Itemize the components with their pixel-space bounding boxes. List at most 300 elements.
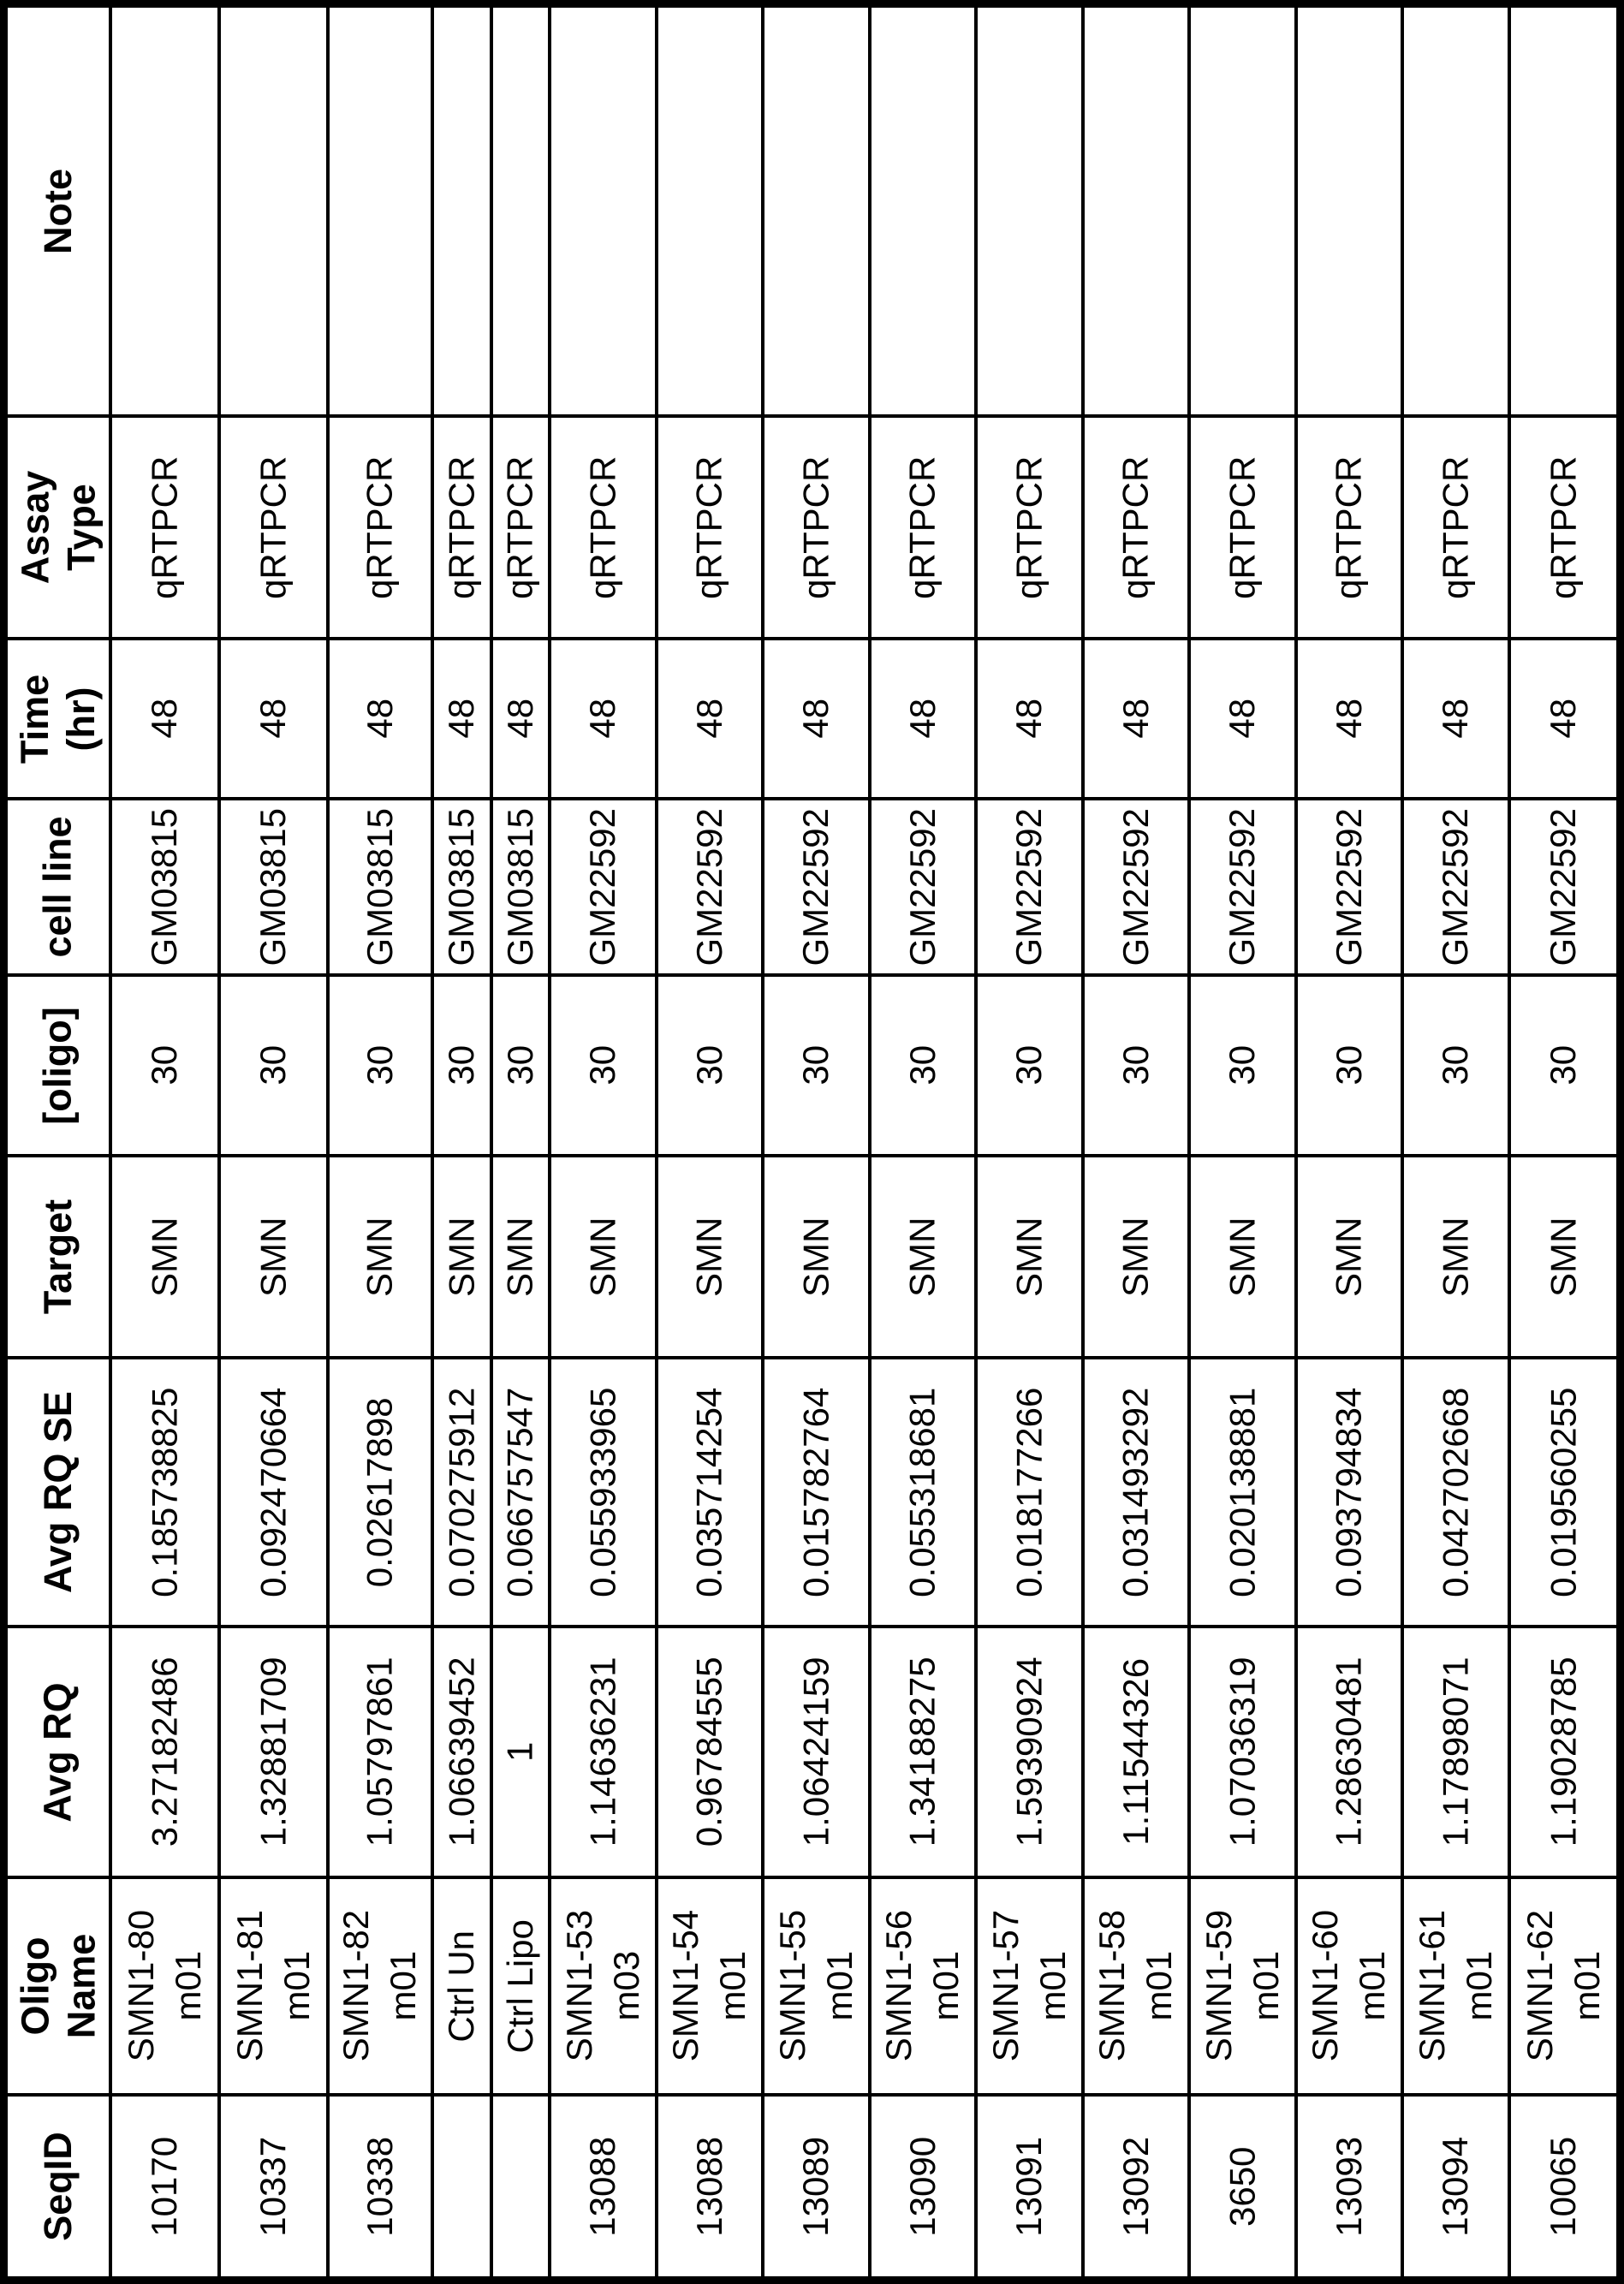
cell-seq-id-row-1: [112, 2097, 221, 2276]
cell-time-hr-row-15: [1511, 640, 1616, 800]
cell-seq-id-row-6: [551, 2097, 658, 2276]
cell-cell-line-row-7: [658, 800, 764, 977]
cell-oligo-name-row-15: [1511, 1879, 1616, 2097]
cell-assay-type-row-3-text: qRTPCR: [359, 455, 400, 599]
cell-assay-type-row-2-text: qRTPCR: [253, 455, 294, 599]
cell-seq-id-row-6-text: 13088: [582, 2136, 623, 2237]
cell-oligo-name-row-13-text: SMN1-60 m01: [1305, 1910, 1392, 2062]
cell-oligo-name-row-3-text: SMN1-82 m01: [336, 1910, 423, 2062]
cell-assay-type-row-4-text: qRTPCR: [441, 455, 482, 599]
cell-assay-type-row-5-text: qRTPCR: [499, 455, 540, 599]
cell-oligo-name-row-13: [1298, 1879, 1404, 2097]
cell-avg-rq-se-row-12-text: 0.020138881: [1222, 1387, 1263, 1597]
cell-avg-rq-se-row-4-text: 0.070275912: [441, 1387, 482, 1597]
cell-cell-line-row-2-text: GM03815: [253, 807, 294, 967]
cell-target-row-8-text: SMN: [795, 1216, 836, 1297]
cell-assay-type-row-6: [551, 418, 658, 640]
cell-avg-rq-row-13: [1298, 1628, 1404, 1879]
cell-target-row-3: [330, 1157, 434, 1359]
cell-oligo-conc-row-4-text: 30: [441, 1045, 482, 1085]
cell-seq-id-row-2: [221, 2097, 330, 2276]
cell-seq-id-row-9: [871, 2097, 978, 2276]
header-target: [8, 1157, 112, 1359]
cell-assay-type-row-12: [1191, 418, 1298, 640]
header-oligo-name-text: Oligo Name: [13, 1933, 104, 2039]
cell-cell-line-row-7-text: GM22592: [688, 807, 729, 967]
cell-assay-type-row-4: [434, 418, 493, 640]
cell-assay-type-row-2: [221, 418, 330, 640]
cell-cell-line-row-8: [764, 800, 871, 977]
cell-oligo-name-row-6-text: SMN1-53 m03: [558, 1910, 646, 2062]
cell-target-row-12: [1191, 1157, 1298, 1359]
cell-avg-rq-row-15: [1511, 1628, 1616, 1879]
cell-assay-type-row-15-text: qRTPCR: [1543, 455, 1584, 599]
cell-cell-line-row-14-text: GM22592: [1435, 807, 1476, 967]
cell-assay-type-row-6-text: qRTPCR: [582, 455, 623, 599]
header-avg-rq-se: [8, 1359, 112, 1628]
cell-avg-rq-se-row-8: [764, 1359, 871, 1628]
cell-avg-rq-se-row-13: [1298, 1359, 1404, 1628]
cell-oligo-name-row-4-text: Ctrl Un: [441, 1930, 482, 2043]
cell-avg-rq-row-13-text: 1.28630481: [1328, 1656, 1369, 1847]
cell-cell-line-row-11: [1085, 800, 1191, 977]
cell-oligo-conc-row-6-text: 30: [582, 1045, 623, 1085]
cell-oligo-conc-row-15: [1511, 977, 1616, 1157]
cell-avg-rq-row-14-text: 1.17898071: [1435, 1656, 1476, 1847]
cell-assay-type-row-7: [658, 418, 764, 640]
cell-seq-id-row-13-text: 13093: [1328, 2136, 1369, 2237]
cell-seq-id-row-3-text: 10338: [359, 2136, 400, 2237]
cell-avg-rq-row-12: [1191, 1628, 1298, 1879]
cell-target-row-1: [112, 1157, 221, 1359]
header-oligo-conc-text: [oligo]: [36, 1006, 80, 1125]
cell-oligo-conc-row-12-text: 30: [1222, 1045, 1263, 1085]
cell-time-hr-row-10-text: 48: [1008, 699, 1050, 739]
cell-time-hr-row-6-text: 48: [582, 699, 623, 739]
cell-avg-rq-se-row-10-text: 0.018177266: [1008, 1387, 1050, 1597]
cell-avg-rq-row-1-text: 3.27182486: [144, 1656, 185, 1847]
cell-cell-line-row-13-text: GM22592: [1328, 807, 1369, 967]
cell-cell-line-row-13: [1298, 800, 1404, 977]
cell-oligo-conc-row-7: [658, 977, 764, 1157]
header-assay-type: [8, 418, 112, 640]
cell-time-hr-row-12-text: 48: [1222, 699, 1263, 739]
cell-avg-rq-row-2: [221, 1628, 330, 1879]
cell-oligo-name-row-7-text: SMN1-54 m01: [665, 1910, 753, 2062]
cell-seq-id-row-8-text: 13089: [795, 2136, 836, 2237]
cell-oligo-name-row-1: [112, 1879, 221, 2097]
cell-seq-id-row-15: [1511, 2097, 1616, 2276]
header-time-hr-text: Time (hr): [13, 674, 103, 764]
cell-time-hr-row-4: [434, 640, 493, 800]
cell-oligo-name-row-12: [1191, 1879, 1298, 2097]
cell-cell-line-row-3: [330, 800, 434, 977]
cell-oligo-name-row-7: [658, 1879, 764, 2097]
cell-cell-line-row-1-text: GM03815: [144, 807, 185, 967]
cell-oligo-conc-row-9: [871, 977, 978, 1157]
cell-target-row-10: [978, 1157, 1085, 1359]
cell-oligo-conc-row-14: [1404, 977, 1511, 1157]
cell-seq-id-row-10-text: 13091: [1008, 2136, 1050, 2237]
cell-oligo-conc-row-3-text: 30: [359, 1045, 400, 1085]
cell-avg-rq-row-8-text: 1.06424159: [795, 1656, 836, 1847]
header-assay-type-text: Assay Type: [13, 470, 104, 585]
cell-assay-type-row-13-text: qRTPCR: [1328, 455, 1369, 599]
cell-avg-rq-row-7: [658, 1628, 764, 1879]
cell-avg-rq-se-row-1-text: 0.185738825: [144, 1387, 185, 1597]
cell-time-hr-row-13: [1298, 640, 1404, 800]
cell-target-row-7: [658, 1157, 764, 1359]
cell-seq-id-row-12-text: 3650: [1222, 2146, 1263, 2227]
cell-oligo-conc-row-2: [221, 977, 330, 1157]
cell-cell-line-row-14: [1404, 800, 1511, 977]
cell-cell-line-row-9-text: GM22592: [901, 807, 943, 967]
cell-avg-rq-row-2-text: 1.32881709: [253, 1656, 294, 1847]
cell-target-row-15-text: SMN: [1543, 1216, 1584, 1297]
cell-oligo-name-row-5-text: Ctrl Lipo: [499, 1918, 540, 2054]
cell-avg-rq-row-11: [1085, 1628, 1191, 1879]
cell-seq-id-row-5: [493, 2097, 551, 2276]
cell-note-row-9: [871, 8, 978, 418]
cell-assay-type-row-15: [1511, 418, 1616, 640]
cell-avg-rq-se-row-11: [1085, 1359, 1191, 1628]
cell-oligo-name-row-2-text: SMN1-81 m01: [229, 1910, 317, 2062]
cell-target-row-2: [221, 1157, 330, 1359]
cell-assay-type-row-3: [330, 418, 434, 640]
cell-target-row-5-text: SMN: [499, 1216, 540, 1297]
cell-avg-rq-row-7-text: 0.96784555: [688, 1656, 729, 1847]
cell-oligo-name-row-11-text: SMN1-58 m01: [1092, 1910, 1179, 2062]
header-oligo-conc: [8, 977, 112, 1157]
cell-cell-line-row-5: [493, 800, 551, 977]
cell-target-row-7-text: SMN: [688, 1216, 729, 1297]
cell-assay-type-row-1-text: qRTPCR: [144, 455, 185, 599]
cell-oligo-conc-row-14-text: 30: [1435, 1045, 1476, 1085]
cell-time-hr-row-7: [658, 640, 764, 800]
cell-avg-rq-row-10-text: 1.59390924: [1008, 1656, 1050, 1847]
cell-assay-type-row-1: [112, 418, 221, 640]
cell-target-row-9-text: SMN: [901, 1216, 943, 1297]
cell-cell-line-row-15: [1511, 800, 1616, 977]
cell-avg-rq-se-row-3: [330, 1359, 434, 1628]
cell-time-hr-row-8: [764, 640, 871, 800]
cell-avg-rq-se-row-6: [551, 1359, 658, 1628]
cell-avg-rq-row-4: [434, 1628, 493, 1879]
cell-oligo-name-row-15-text: SMN1-62 m01: [1519, 1910, 1607, 2062]
cell-seq-id-row-9-text: 13090: [901, 2136, 943, 2237]
cell-avg-rq-row-5: [493, 1628, 551, 1879]
cell-target-row-13-text: SMN: [1328, 1216, 1369, 1297]
cell-oligo-name-row-11: [1085, 1879, 1191, 2097]
cell-oligo-name-row-8: [764, 1879, 871, 2097]
cell-seq-id-row-10: [978, 2097, 1085, 2276]
cell-target-row-13: [1298, 1157, 1404, 1359]
cell-assay-type-row-13: [1298, 418, 1404, 640]
cell-cell-line-row-4-text: GM03815: [441, 807, 482, 967]
cell-avg-rq-se-row-14: [1404, 1359, 1511, 1628]
cell-time-hr-row-10: [978, 640, 1085, 800]
cell-target-row-6-text: SMN: [582, 1216, 623, 1297]
header-note: [8, 8, 112, 418]
cell-time-hr-row-3-text: 48: [359, 699, 400, 739]
cell-time-hr-row-7-text: 48: [688, 699, 729, 739]
cell-assay-type-row-8: [764, 418, 871, 640]
cell-target-row-2-text: SMN: [253, 1216, 294, 1297]
cell-note-row-3: [330, 8, 434, 418]
cell-time-hr-row-4-text: 48: [441, 699, 482, 739]
cell-time-hr-row-2: [221, 640, 330, 800]
cell-avg-rq-se-row-2-text: 0.092470664: [253, 1387, 294, 1597]
cell-avg-rq-row-14: [1404, 1628, 1511, 1879]
cell-avg-rq-se-row-15: [1511, 1359, 1616, 1628]
cell-time-hr-row-6: [551, 640, 658, 800]
cell-avg-rq-se-row-3-text: 0.02617898: [359, 1397, 400, 1587]
cell-note-row-6: [551, 8, 658, 418]
cell-cell-line-row-12: [1191, 800, 1298, 977]
cell-oligo-name-row-1-text: SMN1-80 m01: [120, 1910, 208, 2062]
cell-time-hr-row-1-text: 48: [144, 699, 185, 739]
cell-time-hr-row-8-text: 48: [795, 699, 836, 739]
cell-oligo-conc-row-1-text: 30: [144, 1045, 185, 1085]
cell-avg-rq-row-5-text: 1: [499, 1741, 540, 1763]
cell-avg-rq-se-row-4: [434, 1359, 493, 1628]
cell-avg-rq-row-8: [764, 1628, 871, 1879]
cell-time-hr-row-2-text: 48: [253, 699, 294, 739]
cell-assay-type-row-8-text: qRTPCR: [795, 455, 836, 599]
cell-oligo-name-row-9-text: SMN1-56 m01: [878, 1910, 966, 2062]
cell-cell-line-row-4: [434, 800, 493, 977]
cell-oligo-conc-row-7-text: 30: [688, 1045, 729, 1085]
header-avg-rq-text: Avg RQ: [36, 1681, 80, 1823]
header-avg-rq-se-text: Avg RQ SE: [36, 1391, 80, 1593]
cell-oligo-conc-row-6: [551, 977, 658, 1157]
cell-target-row-4: [434, 1157, 493, 1359]
cell-cell-line-row-6: [551, 800, 658, 977]
cell-target-row-11-text: SMN: [1115, 1216, 1156, 1297]
cell-oligo-conc-row-8-text: 30: [795, 1045, 836, 1085]
cell-avg-rq-se-row-10: [978, 1359, 1085, 1628]
cell-assay-type-row-11-text: qRTPCR: [1115, 455, 1156, 599]
cell-seq-id-row-7-text: 13088: [688, 2136, 729, 2237]
cell-target-row-9: [871, 1157, 978, 1359]
header-oligo-name: [8, 1879, 112, 2097]
cell-seq-id-row-15-text: 10065: [1543, 2136, 1584, 2237]
cell-target-row-14-text: SMN: [1435, 1216, 1476, 1297]
cell-note-row-13: [1298, 8, 1404, 418]
cell-seq-id-row-14: [1404, 2097, 1511, 2276]
cell-oligo-conc-row-10: [978, 977, 1085, 1157]
cell-oligo-name-row-10-text: SMN1-57 m01: [985, 1910, 1073, 2062]
cell-avg-rq-se-row-5: [493, 1359, 551, 1628]
cell-avg-rq-row-11-text: 1.11544326: [1115, 1658, 1156, 1846]
cell-avg-rq-se-row-9: [871, 1359, 978, 1628]
cell-target-row-4-text: SMN: [441, 1216, 482, 1297]
cell-avg-rq-se-row-11-text: 0.031493292: [1115, 1387, 1156, 1597]
cell-avg-rq-row-4-text: 1.06639452: [441, 1656, 482, 1847]
cell-time-hr-row-14: [1404, 640, 1511, 800]
cell-seq-id-row-14-text: 13094: [1435, 2136, 1476, 2237]
cell-cell-line-row-8-text: GM22592: [795, 807, 836, 967]
header-seq-id-text: SeqID: [36, 2132, 80, 2241]
cell-seq-id-row-3: [330, 2097, 434, 2276]
cell-cell-line-row-15-text: GM22592: [1543, 807, 1584, 967]
cell-avg-rq-se-row-13-text: 0.093794834: [1328, 1387, 1369, 1597]
cell-seq-id-row-13: [1298, 2097, 1404, 2276]
cell-cell-line-row-2: [221, 800, 330, 977]
cell-oligo-conc-row-9-text: 30: [901, 1045, 943, 1085]
cell-assay-type-row-10-text: qRTPCR: [1008, 455, 1050, 599]
cell-oligo-conc-row-13-text: 30: [1328, 1045, 1369, 1085]
cell-avg-rq-row-9: [871, 1628, 978, 1879]
cell-target-row-6: [551, 1157, 658, 1359]
cell-note-row-7: [658, 8, 764, 418]
cell-time-hr-row-13-text: 48: [1328, 699, 1369, 739]
cell-avg-rq-row-1: [112, 1628, 221, 1879]
cell-assay-type-row-7-text: qRTPCR: [688, 455, 729, 599]
cell-oligo-conc-row-11: [1085, 977, 1191, 1157]
header-note-text: Note: [36, 168, 80, 254]
cell-oligo-name-row-10: [978, 1879, 1085, 2097]
cell-oligo-name-row-4: [434, 1879, 493, 2097]
cell-avg-rq-row-6-text: 1.14636231: [582, 1656, 623, 1847]
cell-note-row-15: [1511, 8, 1616, 418]
cell-avg-rq-row-3: [330, 1628, 434, 1879]
cell-oligo-conc-row-5-text: 30: [499, 1045, 540, 1085]
cell-avg-rq-row-10: [978, 1628, 1085, 1879]
cell-target-row-3-text: SMN: [359, 1216, 400, 1297]
cell-oligo-conc-row-2-text: 30: [253, 1045, 294, 1085]
header-cell-line-text: cell line: [36, 816, 80, 958]
cell-seq-id-row-1-text: 10170: [144, 2136, 185, 2237]
cell-oligo-conc-row-5: [493, 977, 551, 1157]
cell-target-row-12-text: SMN: [1222, 1216, 1263, 1297]
cell-seq-id-row-11-text: 13092: [1115, 2136, 1156, 2237]
header-avg-rq: [8, 1628, 112, 1879]
cell-target-row-8: [764, 1157, 871, 1359]
cell-oligo-name-row-14-text: SMN1-61 m01: [1411, 1910, 1499, 2062]
header-cell-line: [8, 800, 112, 977]
cell-time-hr-row-5: [493, 640, 551, 800]
cell-note-row-1: [112, 8, 221, 418]
cell-assay-type-row-9: [871, 418, 978, 640]
cell-avg-rq-row-6: [551, 1628, 658, 1879]
cell-oligo-conc-row-12: [1191, 977, 1298, 1157]
cell-cell-line-row-5-text: GM03815: [499, 807, 540, 967]
cell-assay-type-row-5: [493, 418, 551, 640]
cell-cell-line-row-6-text: GM22592: [582, 807, 623, 967]
cell-avg-rq-se-row-8-text: 0.015782764: [795, 1387, 836, 1597]
cell-target-row-15: [1511, 1157, 1616, 1359]
cell-cell-line-row-12-text: GM22592: [1222, 807, 1263, 967]
cell-seq-id-row-4: [434, 2097, 493, 2276]
cell-note-row-5: [493, 8, 551, 418]
cell-target-row-1-text: SMN: [144, 1216, 185, 1297]
cell-oligo-name-row-6: [551, 1879, 658, 2097]
cell-note-row-8: [764, 8, 871, 418]
header-time-hr: [8, 640, 112, 800]
cell-assay-type-row-14: [1404, 418, 1511, 640]
cell-assay-type-row-11: [1085, 418, 1191, 640]
cell-avg-rq-row-3-text: 1.05797861: [359, 1656, 400, 1847]
cell-avg-rq-se-row-2: [221, 1359, 330, 1628]
cell-note-row-14: [1404, 8, 1511, 418]
cell-oligo-name-row-9: [871, 1879, 978, 2097]
cell-time-hr-row-9-text: 48: [901, 699, 943, 739]
cell-seq-id-row-2-text: 10337: [253, 2136, 294, 2237]
cell-oligo-conc-row-3: [330, 977, 434, 1157]
cell-cell-line-row-10: [978, 800, 1085, 977]
cell-oligo-conc-row-13: [1298, 977, 1404, 1157]
cell-seq-id-row-12: [1191, 2097, 1298, 2276]
cell-cell-line-row-1: [112, 800, 221, 977]
cell-oligo-conc-row-11-text: 30: [1115, 1045, 1156, 1085]
cell-target-row-11: [1085, 1157, 1191, 1359]
cell-assay-type-row-14-text: qRTPCR: [1435, 455, 1476, 599]
cell-note-row-12: [1191, 8, 1298, 418]
cell-time-hr-row-9: [871, 640, 978, 800]
cell-seq-id-row-7: [658, 2097, 764, 2276]
cell-oligo-name-row-5: [493, 1879, 551, 2097]
cell-oligo-conc-row-15-text: 30: [1543, 1045, 1584, 1085]
cell-avg-rq-se-row-15-text: 0.019560255: [1543, 1387, 1584, 1597]
cell-assay-type-row-9-text: qRTPCR: [901, 455, 943, 599]
cell-time-hr-row-5-text: 48: [499, 699, 540, 739]
cell-oligo-conc-row-4: [434, 977, 493, 1157]
cell-avg-rq-se-row-9-text: 0.055318681: [901, 1387, 943, 1597]
cell-avg-rq-se-row-5-text: 0.066757547: [499, 1387, 540, 1597]
cell-cell-line-row-3-text: GM03815: [359, 807, 400, 967]
cell-time-hr-row-11-text: 48: [1115, 699, 1156, 739]
cell-seq-id-row-11: [1085, 2097, 1191, 2276]
cell-note-row-4: [434, 8, 493, 418]
cell-note-row-11: [1085, 8, 1191, 418]
cell-oligo-name-row-8-text: SMN1-55 m01: [771, 1910, 860, 2062]
cell-note-row-10: [978, 8, 1085, 418]
cell-cell-line-row-11-text: GM22592: [1115, 807, 1156, 967]
cell-target-row-10-text: SMN: [1008, 1216, 1050, 1297]
cell-seq-id-row-8: [764, 2097, 871, 2276]
cell-time-hr-row-11: [1085, 640, 1191, 800]
cell-avg-rq-se-row-7: [658, 1359, 764, 1628]
cell-cell-line-row-9: [871, 800, 978, 977]
cell-target-row-5: [493, 1157, 551, 1359]
cell-assay-type-row-10: [978, 418, 1085, 640]
cell-avg-rq-row-15-text: 1.19028785: [1543, 1656, 1584, 1847]
cell-time-hr-row-3: [330, 640, 434, 800]
cell-oligo-name-row-14: [1404, 1879, 1511, 2097]
cell-assay-type-row-12-text: qRTPCR: [1222, 455, 1263, 599]
cell-oligo-conc-row-8: [764, 977, 871, 1157]
cell-avg-rq-se-row-6-text: 0.055933965: [582, 1387, 623, 1597]
cell-avg-rq-row-12-text: 1.07036319: [1222, 1656, 1263, 1847]
header-target-text: Target: [36, 1199, 80, 1315]
cell-oligo-name-row-2: [221, 1879, 330, 2097]
cell-avg-rq-se-row-12: [1191, 1359, 1298, 1628]
cell-time-hr-row-1: [112, 640, 221, 800]
cell-oligo-conc-row-10-text: 30: [1008, 1045, 1050, 1085]
header-seq-id: [8, 2097, 112, 2276]
cell-oligo-conc-row-1: [112, 977, 221, 1157]
cell-avg-rq-se-row-1: [112, 1359, 221, 1628]
cell-oligo-name-row-3: [330, 1879, 434, 2097]
cell-target-row-14: [1404, 1157, 1511, 1359]
cell-note-row-2: [221, 8, 330, 418]
cell-oligo-name-row-12-text: SMN1-59 m01: [1198, 1910, 1286, 2062]
cell-time-hr-row-14-text: 48: [1435, 699, 1476, 739]
cell-avg-rq-se-row-7-text: 0.035714254: [688, 1387, 729, 1597]
cell-avg-rq-row-9-text: 1.34188275: [901, 1656, 943, 1847]
cell-time-hr-row-12: [1191, 640, 1298, 800]
